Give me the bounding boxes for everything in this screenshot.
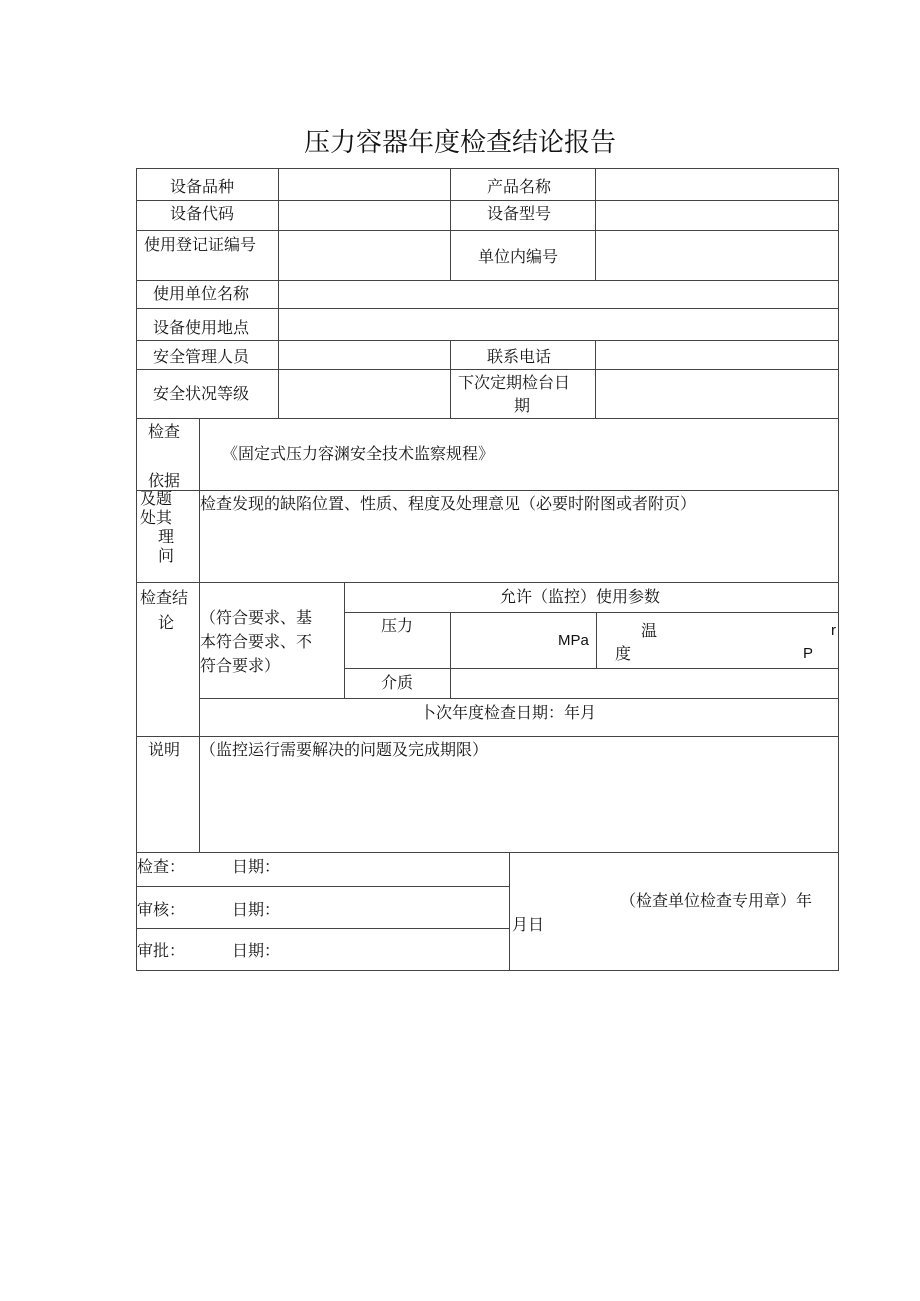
label-internal-number: 单位内编号 — [478, 247, 559, 266]
table-border-bottom — [136, 970, 839, 971]
table-border-left — [136, 168, 137, 971]
temperature-unit-1: r — [831, 622, 836, 639]
page-title: 压力容器年度检查结论报告 — [303, 128, 616, 158]
label-review-date: 日期： — [232, 900, 281, 919]
pressure-unit: MPa — [558, 632, 589, 649]
label-medium: 介质 — [381, 673, 414, 692]
label-problems-4: 问 — [158, 546, 175, 565]
col-line — [595, 340, 596, 418]
label-problems-1: 及题 — [140, 489, 173, 508]
label-notes: 说明 — [148, 740, 181, 759]
row-line — [136, 582, 839, 583]
table-border-right — [838, 168, 839, 971]
conclusion-options-1: （符合要求、基 — [200, 608, 313, 627]
col-line — [450, 612, 451, 698]
temperature-unit-2: P — [803, 645, 814, 662]
row-line — [136, 928, 509, 929]
row-line — [136, 490, 839, 491]
label-safety-level: 安全状况等级 — [153, 384, 250, 403]
label-reg-number: 使用登记证编号 — [144, 235, 257, 254]
col-line — [450, 340, 451, 418]
label-check: 检查： — [137, 857, 186, 876]
label-next-inspection-cont: 期 — [514, 396, 531, 415]
next-inspection-date: 卜次年度检查日期：年月 — [420, 703, 597, 722]
table-border-top — [136, 168, 839, 169]
row-line — [136, 418, 839, 419]
label-safety-manager: 安全管理人员 — [153, 347, 250, 366]
row-line — [344, 612, 839, 613]
col-line — [450, 168, 451, 280]
label-temperature-2: 度 — [615, 644, 632, 663]
row-line — [136, 230, 839, 231]
col-line — [596, 612, 597, 668]
params-header: 允许（监控）使用参数 — [500, 587, 661, 606]
label-basis-top: 检查 — [148, 422, 181, 441]
row-line — [136, 200, 839, 201]
row-line — [136, 369, 839, 370]
label-conclusion-2: 论 — [158, 613, 175, 632]
conclusion-options-2: 本符合要求、不 — [200, 632, 313, 651]
col-line — [509, 852, 510, 970]
label-approve: 审批： — [137, 941, 186, 960]
col-line — [278, 168, 279, 418]
label-user-unit: 使用单位名称 — [153, 284, 250, 303]
row-line — [136, 886, 509, 887]
label-phone: 联系电话 — [487, 347, 552, 366]
problems-text: 检查发现的缺陷位置、性质、程度及处理意见（必要时附图或者附页） — [200, 494, 697, 513]
label-product-name: 产品名称 — [487, 177, 552, 196]
row-line — [136, 280, 839, 281]
row-line — [199, 698, 839, 699]
label-pressure: 压力 — [381, 616, 414, 635]
label-check-date: 日期： — [232, 857, 281, 876]
row-line — [136, 852, 839, 853]
label-location: 设备使用地点 — [153, 318, 250, 337]
basis-text: 《固定式压力容渊安全技术监察规程》 — [222, 444, 495, 463]
label-device-type: 设备品种 — [170, 177, 235, 196]
label-approve-date: 日期： — [232, 941, 281, 960]
label-problems-3: 理 — [158, 527, 175, 546]
label-conclusion-1: 检查结 — [140, 588, 189, 607]
label-review: 审核： — [137, 900, 186, 919]
label-next-inspection: 下次定期检台日 — [458, 373, 571, 392]
row-line — [136, 340, 839, 341]
row-line — [136, 308, 839, 309]
label-basis-bottom: 依据 — [148, 471, 181, 490]
notes-text: （监控运行需要解决的问题及完成期限） — [200, 740, 489, 759]
seal-date-text: 月日 — [512, 915, 545, 934]
row-line — [344, 668, 839, 669]
label-device-code: 设备代码 — [170, 204, 235, 223]
seal-text: （检查单位检查专用章）年 — [620, 891, 813, 910]
label-device-model: 设备型号 — [487, 204, 552, 223]
label-problems-2: 处其 — [140, 508, 173, 527]
row-line — [136, 736, 839, 737]
col-line — [344, 582, 345, 698]
label-temperature-1: 温 — [641, 621, 658, 640]
conclusion-options-3: 符合要求） — [200, 656, 281, 675]
col-line — [595, 168, 596, 280]
